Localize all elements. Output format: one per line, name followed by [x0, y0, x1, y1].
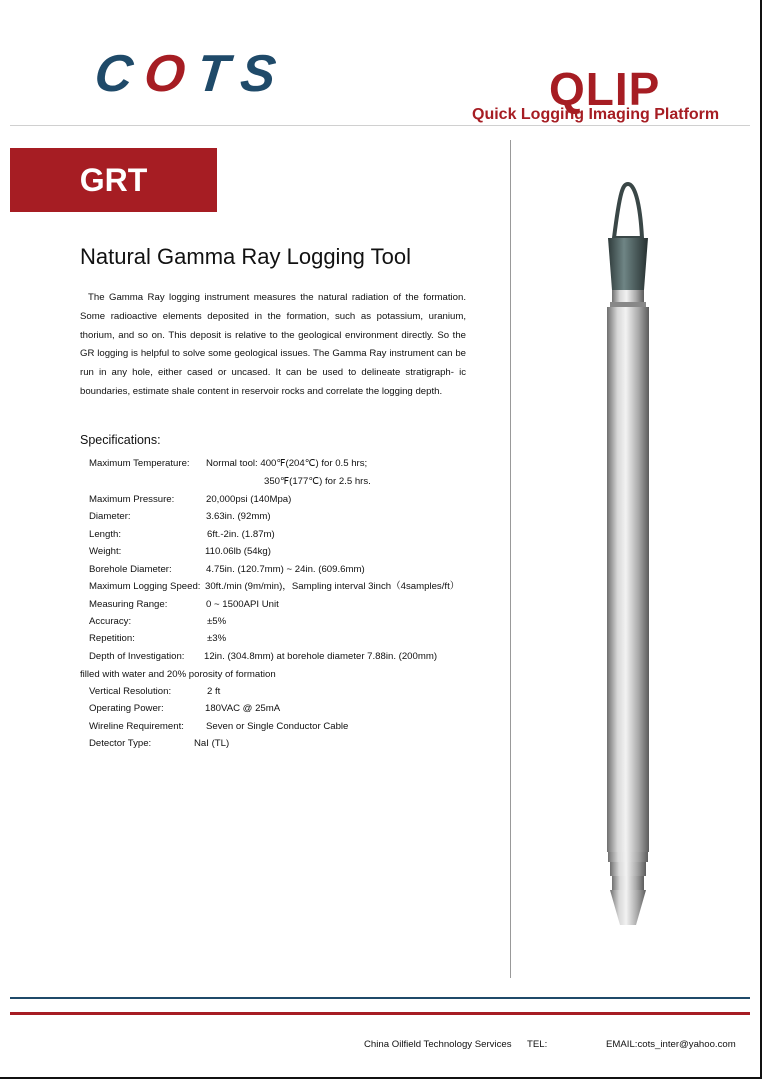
column-divider	[510, 140, 511, 978]
description-line: ic boundaries, estimate shale content in reservoir rocks and correlate the logging	[80, 367, 466, 397]
description-line: thorium, and so on. This deposit is relative to the geological environment directly. So	[80, 329, 450, 341]
spec-label: Measuring Range:	[89, 599, 168, 610]
spec-label: Depth of Investigation:	[89, 651, 185, 662]
product-code-banner: GRT	[10, 148, 217, 212]
spec-value: 180VAC @ 25mA	[205, 703, 281, 714]
spec-value: 3.63in. (92mm)	[206, 511, 271, 522]
spec-label: Operating Power:	[89, 703, 164, 714]
spec-label: Maximum Logging Speed:	[89, 581, 201, 592]
spec-label: Maximum Temperature:	[89, 458, 190, 469]
spec-label: Weight:	[89, 546, 122, 557]
spec-value: ±3%	[207, 633, 227, 644]
logo-letter-s: S	[237, 45, 291, 103]
description-paragraph	[80, 289, 466, 402]
header-divider	[10, 125, 750, 126]
description-line: can be run in any hole, either cased or uncased. It can be used to delineate stratigraph-	[80, 348, 467, 379]
spec-value: 4.75in. (120.7mm) ~ 24in. (609.6mm)	[206, 564, 365, 575]
footer-rule-blue	[10, 997, 750, 999]
footer-email[interactable]: EMAIL:cots_inter@yahoo.com	[606, 1039, 736, 1050]
spec-label: Accuracy:	[89, 616, 132, 627]
spec-value: 12in. (304.8mm) at borehole diameter 7.88in. (200mm)	[204, 651, 438, 662]
spec-value: 20,000psi (140Mpa)	[206, 494, 292, 505]
spec-value: 350℉(177℃) for 2.5 hrs.	[264, 476, 371, 487]
logging-tool-image	[600, 180, 656, 930]
spec-value: 0 ~ 1500API Unit	[206, 599, 279, 610]
cots-logo	[91, 45, 291, 103]
footer-company: China Oilfield Technology Services	[364, 1039, 512, 1050]
spec-value: 30ft./min (9m/min)，Sampling interval 3inch（4samples/ft）	[205, 581, 460, 592]
spec-label: Maximum Pressure:	[89, 494, 175, 505]
spec-label: Repetition:	[89, 633, 135, 644]
spec-value: Normal tool: 400℉(204℃) for 0.5 hrs;	[206, 458, 368, 469]
spec-label: Wireline Requirement:	[89, 721, 184, 732]
logo-letter-o: O	[141, 45, 201, 103]
spec-value: NaI (TL)	[194, 738, 230, 749]
qlip-subtitle: Quick Logging Imaging Platform	[472, 106, 720, 123]
description-line: depth.	[415, 385, 443, 397]
spec-value: Seven or Single Conductor Cable	[206, 721, 349, 732]
logo-letter-t: T	[193, 45, 244, 103]
description-line: Some radioactive elements deposited in the formation, such as potassium, uranium,	[80, 310, 466, 322]
spec-value: filled with water and 20% porosity of formation	[80, 669, 276, 680]
specifications-heading: Specifications:	[80, 433, 161, 447]
spec-label: Detector Type:	[89, 738, 152, 749]
spec-value: 6ft.-2in. (1.87m)	[207, 529, 275, 540]
qlip-logo: QLIP	[549, 63, 661, 115]
spec-label: Vertical Resolution:	[89, 686, 172, 697]
document-title: Natural Gamma Ray Logging Tool	[80, 244, 411, 269]
footer-tel-label: TEL:	[527, 1039, 548, 1050]
description-line: the GR logging is helpful to solve some geological issues. The Gamma Ray instrument	[80, 329, 467, 360]
spec-label: Length:	[89, 529, 122, 540]
description-line: The Gamma Ray logging instrument measures the natural radiation of the formation.	[88, 292, 466, 303]
spec-label: Borehole Diameter:	[89, 564, 172, 575]
spec-label: Diameter:	[89, 511, 131, 522]
spec-value: ±5%	[207, 616, 227, 627]
spec-value: 110.06lb (54kg)	[205, 546, 271, 557]
footer-rule-red	[10, 1012, 750, 1015]
logo-letter-c: C	[91, 45, 148, 103]
spec-value: 2 ft	[207, 686, 221, 697]
